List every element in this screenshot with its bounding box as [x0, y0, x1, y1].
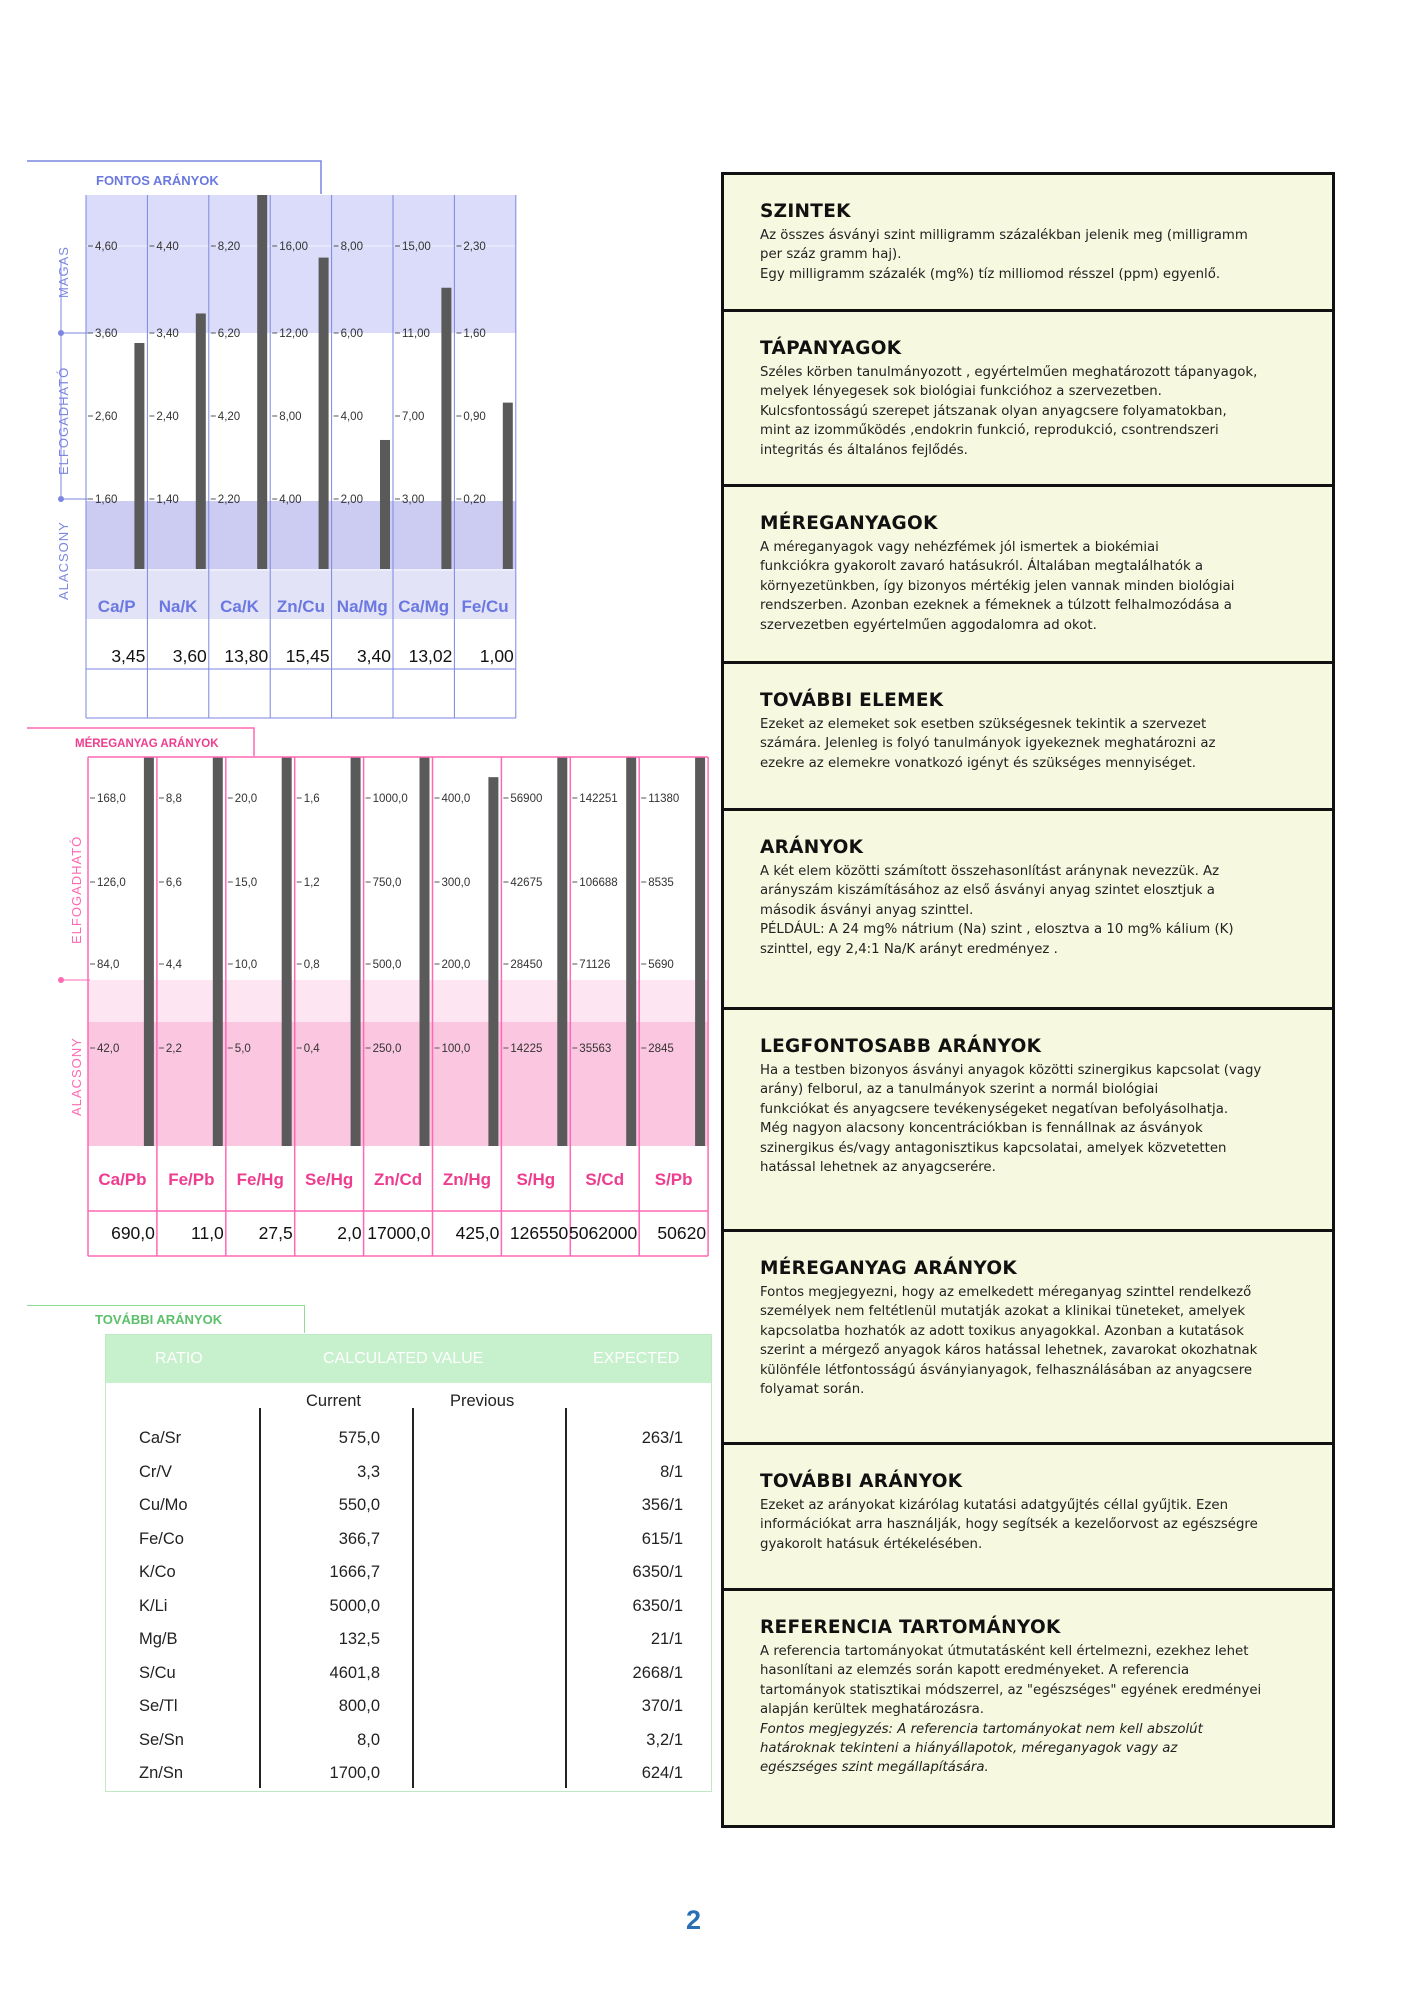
table-row: [106, 1557, 711, 1590]
tick-label: 750,0: [372, 877, 402, 889]
tick-label: 4,00: [279, 494, 302, 506]
column-label: Fe/Pb: [168, 1170, 215, 1189]
column-label: Zn/Cd: [373, 1170, 423, 1189]
cell-current: 132,5: [338, 1630, 380, 1648]
tick-label: 1000,0: [372, 793, 408, 805]
cell-current: 800,0: [338, 1697, 380, 1715]
tick-label: 2,40: [156, 411, 179, 423]
tick-label: 11,00: [402, 328, 430, 340]
info-box-5: [721, 1007, 1335, 1229]
bar-zn-cu: [319, 258, 329, 569]
table-header: [106, 1335, 711, 1383]
mereg-title: MÉREGANYAG ARÁNYOK: [75, 738, 219, 750]
bar-fe-hg: [282, 757, 292, 1146]
cell-ratio: Zn/Sn: [139, 1764, 184, 1782]
tick-label: 3,40: [156, 328, 179, 340]
info-box-3: [721, 661, 1335, 808]
column-value: 11,0: [191, 1223, 224, 1243]
tick-label: 168,0: [97, 793, 126, 805]
cell-ratio: K/Co: [139, 1563, 176, 1581]
table-row: [106, 1624, 711, 1657]
tick-label: 4,00: [340, 411, 363, 423]
tick-label: 42,0: [97, 1043, 120, 1055]
tick-label: 500,0: [372, 959, 402, 971]
subheader-previous: Previous: [450, 1392, 515, 1410]
bar-fe-cu: [503, 403, 513, 569]
cell-ratio: Cr/V: [139, 1462, 172, 1481]
cell-ratio: Mg/B: [139, 1630, 178, 1648]
tick-label: 8,20: [217, 241, 241, 253]
bar-fe-pb: [213, 757, 223, 1146]
info-box-title: MÉREGANYAGOK: [760, 513, 938, 534]
zone-label-alacsony: ALACSONY: [69, 1037, 84, 1116]
column-value: 425,0: [455, 1223, 500, 1243]
bar-na-k: [196, 313, 206, 569]
cell-expected: 3,2/1: [646, 1730, 683, 1749]
column-value: 2,0: [337, 1223, 362, 1243]
cell-current: 5000,0: [329, 1596, 380, 1615]
bar-na-mg: [380, 440, 390, 569]
column-value: 17000,0: [367, 1223, 431, 1243]
tick-label: 8,00: [279, 411, 302, 423]
cell-current: 3,3: [357, 1462, 380, 1481]
info-box-text: Ezeket az elemeket sok esetben szükségesnek tekintik a szervezet számára. Jelenleg is folyó tanulmányok igyekeznek meghatározni az ezekre az elemekre vonatkozó igényt és szükséges mennyiséget.: [760, 717, 1216, 771]
fontos-aranyok-chart: [0, 150, 540, 725]
tick-label: 6,00: [340, 328, 363, 340]
tick-label: 2,60: [95, 411, 118, 423]
tick-label: 6,6: [165, 877, 182, 889]
bar-ca-k: [257, 195, 267, 569]
column-value: 690,0: [111, 1223, 155, 1243]
header-expected: EXPECTED: [593, 1350, 680, 1367]
bar-s-cd: [626, 757, 636, 1146]
bar-s-hg: [557, 757, 567, 1146]
info-box-title: SZINTEK: [760, 201, 851, 222]
tick-label: 400,0: [441, 793, 471, 805]
cell-expected: 370/1: [641, 1697, 683, 1715]
tick-label: 56900: [510, 793, 543, 805]
tick-label: 0,90: [463, 411, 486, 423]
column-label: Na/K: [158, 597, 198, 616]
column-label: Ca/Pb: [98, 1170, 147, 1189]
info-box-text: Ha a testben bizonyos ásványi anyagok közötti szinergikus kapcsolat (vagy arány) felborul, az a tanulmányok szerint a normál biológiai funkciókat és anyagcsere tevékenységeket negatívan befolyásolhatja. Még nagyon alacsony koncentrációkban is fennállnak az ásványok szinergikus és/vagy antagonisztikus kapcsolatai, amelyek közvetetten hatással lehetnek az anyagcserére.: [760, 1063, 1262, 1176]
info-box-text: A két elem közötti számított összehasonlítást aránynak nevezzük. Az arányszám kiszámításához az első ásványi anyag szintet elosztjuk a második ásványi anyag szinttel. PÉLDÁUL: A 24 mg% nátrium (Na) szint , elosztva a 10 mg% kálium (K) szinttel, egy 2,4:1 Na/K arányt eredményez .: [760, 864, 1234, 957]
page-number: 2: [686, 1905, 702, 1935]
column-label: Fe/Cu: [461, 597, 509, 616]
tick-label: 2,2: [165, 1043, 182, 1055]
tick-label: 8,8: [165, 793, 182, 805]
column-label: Ca/Mg: [398, 597, 450, 616]
cell-ratio: Fe/Co: [139, 1529, 184, 1548]
info-box-title: TOVÁBBI ELEMEK: [760, 690, 944, 711]
column-value: 13,02: [408, 646, 453, 666]
column-value: 3,45: [111, 646, 146, 666]
cell-current: 366,7: [338, 1529, 380, 1548]
cell-ratio: Ca/Sr: [139, 1429, 182, 1447]
tick-label: 126,0: [97, 877, 126, 889]
tick-label: 0,4: [303, 1043, 320, 1055]
column-label: Ca/K: [220, 597, 259, 616]
tick-label: 0,20: [463, 494, 486, 506]
column-label: Fe/Hg: [236, 1170, 284, 1189]
info-box-8: [721, 1588, 1335, 1828]
bar-se-hg: [351, 757, 361, 1146]
tick-label: 3,60: [95, 328, 118, 340]
tick-label: 4,4: [165, 959, 182, 971]
table-row: [106, 1490, 711, 1523]
tick-label: 8,00: [340, 241, 363, 253]
subheader-current: Current: [306, 1392, 362, 1410]
tick-label: 4,60: [95, 241, 118, 253]
column-value: 3,40: [356, 646, 391, 666]
info-column: [721, 172, 1335, 1828]
tick-label: 16,00: [279, 241, 308, 253]
tick-label: 300,0: [441, 877, 471, 889]
info-box-text: Széles körben tanulmányozott , egyértelműen meghatározott tápanyagok, melyek lényegesek sok biológiai funkcióhoz a szervezetben. Kulcsfontosságú szerepet játszanak olyan anyagcsere folyamatokban, mint az izomműködés ,endokrin funkció, reprodukció, csontrendszeri integritás és általános fejlődés.: [760, 365, 1258, 458]
tick-label: 15,00: [402, 241, 431, 253]
tick-label: 5690: [648, 959, 674, 971]
cell-expected: 624/1: [641, 1764, 683, 1782]
zone-label-elfogadhato: ELFOGADHATÓ: [56, 366, 71, 475]
cell-current: 8,0: [357, 1730, 380, 1749]
info-box-1: [721, 309, 1335, 484]
column-label: S/Hg: [516, 1170, 556, 1189]
column-label: Zn/Hg: [442, 1170, 492, 1189]
column-value: 15,45: [285, 646, 330, 666]
tick-label: 1,40: [156, 494, 179, 506]
tick-label: 1,60: [463, 328, 486, 340]
tick-label: 3,00: [402, 494, 425, 506]
tick-label: 200,0: [441, 959, 471, 971]
cell-ratio: Se/Sn: [139, 1730, 184, 1749]
info-box-title: REFERENCIA TARTOMÁNYOK: [760, 1617, 1061, 1638]
tick-label: 20,0: [234, 793, 258, 805]
table-row: [106, 1691, 711, 1724]
tick-label: 6,20: [217, 328, 241, 340]
table-row: [106, 1658, 711, 1691]
tick-label: 2,00: [340, 494, 363, 506]
bar-zn-hg: [488, 777, 498, 1146]
tick-label: 8535: [648, 877, 674, 889]
cell-expected: 263/1: [641, 1429, 683, 1447]
table-row: [106, 1457, 711, 1490]
cell-current: 575,0: [338, 1429, 380, 1447]
column-label: S/Cd: [585, 1170, 625, 1189]
column-label: Se/Hg: [305, 1170, 354, 1189]
column-label: Na/Mg: [336, 597, 388, 616]
tick-label: 106688: [579, 877, 618, 889]
info-box-note: Fontos megjegyzés: A referencia tartományokat nem kell abszolút határoknak tekinteni a hiányállapotok, méreganyagok vagy az egészséges szint megállapítására.: [760, 1721, 1203, 1776]
tick-label: 142251: [579, 793, 618, 805]
column-value: 1,00: [479, 646, 514, 666]
info-box-2: [721, 484, 1335, 661]
table-row: [106, 1725, 711, 1758]
tick-label: 4,20: [217, 411, 241, 423]
tick-label: 35563: [579, 1043, 612, 1055]
tovabbi-aranyok-tab: [27, 1305, 305, 1333]
table-row: [106, 1758, 711, 1791]
tick-label: 1,6: [303, 793, 320, 805]
tick-label: 15,0: [234, 877, 258, 889]
tovabbi-aranyok-table: [105, 1334, 712, 1792]
info-box-text: Az összes ásványi szint milligramm százalékban jelenik meg (milligramm per száz gramm haj). Egy milligramm százalék (mg%) tíz milliomod résszel (ppm) egyenlő.: [760, 228, 1248, 282]
cell-expected: 21/1: [650, 1630, 683, 1648]
cell-current: 550,0: [338, 1496, 380, 1514]
tick-label: 12,00: [279, 328, 308, 340]
column-label: S/Pb: [654, 1170, 693, 1189]
tick-label: 100,0: [441, 1043, 471, 1055]
cell-ratio: Cu/Mo: [139, 1496, 188, 1514]
cell-expected: 6350/1: [632, 1563, 683, 1581]
bar-s-pb: [695, 757, 705, 1146]
tick-label: 1,60: [95, 494, 118, 506]
tick-label: 1,2: [303, 877, 320, 889]
tick-label: 4,40: [156, 241, 179, 253]
tick-label: 10,0: [234, 959, 258, 971]
cell-current: 1666,7: [329, 1563, 380, 1581]
cell-ratio: Se/Tl: [139, 1697, 178, 1715]
cell-ratio: S/Cu: [139, 1663, 176, 1682]
info-box-text: A méreganyagok vagy nehézfémek jól ismertek a biokémiai funkciókra gyakorolt zavaró hatásukról. Általában megtalálhatók a környezetünkben, így bizonyos mértékig jelen vannak minden biológiai rendszerben. Azonban ezeknek a fémeknek a túlzott felhalmozódása a szervezetben egyértelműen aggodalomra ad okot.: [760, 540, 1235, 633]
column-value: 27,5: [258, 1223, 293, 1243]
cell-expected: 615/1: [641, 1529, 683, 1548]
table-row: [106, 1591, 711, 1624]
info-box-title: LEGFONTOSABB ARÁNYOK: [760, 1036, 1042, 1057]
info-box-4: [721, 808, 1335, 1007]
fontos-title: FONTOS ARÁNYOK: [96, 173, 219, 188]
column-value: 13,80: [224, 646, 269, 666]
column-label: Zn/Cu: [276, 597, 325, 616]
tick-label: 28450: [510, 959, 543, 971]
header-ratio: RATIO: [155, 1350, 203, 1367]
tick-label: 2,20: [217, 494, 241, 506]
zone-label-magas: MAGAS: [56, 246, 71, 298]
cell-current: 1700,0: [329, 1764, 380, 1782]
table-row: [106, 1524, 711, 1557]
table-row: [106, 1423, 711, 1456]
tick-label: 2845: [648, 1043, 674, 1055]
mereganyag-aranyok-chart: [0, 718, 720, 1310]
tick-label: 42675: [510, 877, 543, 889]
cell-expected: 2668/1: [632, 1663, 683, 1682]
column-value: 126550: [509, 1223, 569, 1243]
column-value: 50620: [657, 1223, 707, 1243]
cell-expected: 6350/1: [632, 1596, 683, 1615]
tick-label: 250,0: [372, 1043, 402, 1055]
tick-label: 71126: [579, 959, 611, 971]
tick-label: 0,8: [303, 959, 320, 971]
tovabbi-title: TOVÁBBI ARÁNYOK: [95, 1312, 223, 1327]
header-calculated: CALCULATED VALUE: [323, 1350, 484, 1367]
bar-ca-pb: [144, 757, 154, 1146]
tick-label: 84,0: [97, 959, 120, 971]
column-value: 3,60: [172, 646, 207, 666]
tick-label: 5,0: [234, 1043, 251, 1055]
column-label: Ca/P: [97, 597, 136, 616]
info-box-0: [721, 172, 1335, 309]
column-value: 5062000: [569, 1223, 638, 1243]
cell-expected: 8/1: [660, 1462, 683, 1481]
info-box-text: A referencia tartományokat útmutatásként kell értelmezni, ezekhez lehet hasonlítani az elemzés során kapott eredményeket. A referencia tartományok statisztikai módszerrel, az "egészséges" egyének eredményei alapján kerültek meghatározásra.: [760, 1644, 1262, 1718]
info-box-title: TOVÁBBI ARÁNYOK: [760, 1471, 963, 1492]
bar-ca-mg: [441, 288, 451, 569]
cell-current: 4601,8: [329, 1663, 380, 1682]
info-box-title: ARÁNYOK: [760, 837, 864, 858]
cell-expected: 356/1: [641, 1496, 683, 1514]
bar-ca-p: [134, 343, 144, 569]
zone-label-alacsony: ALACSONY: [56, 521, 71, 600]
info-box-text: Ezeket az arányokat kizárólag kutatási adatgyűjtés céllal gyűjtik. Ezen információkat arra használják, hogy segítsék a kezelőorvost az egészségre gyakorolt hatásuk értékelésében.: [760, 1498, 1258, 1552]
bar-zn-cd: [420, 757, 430, 1146]
tick-label: 14225: [510, 1043, 543, 1055]
tick-label: 7,00: [402, 411, 425, 423]
info-box-title: TÁPANYAGOK: [760, 338, 902, 359]
info-box-text: Fontos megjegyezni, hogy az emelkedett méreganyag szinttel rendelkező személyek nem feltétlenül mutatják azokat a klinikai tüneteket, amelyek kapcsolatba hozhatók az adott toxikus anyagokkal. Azonban a kutatások szerint a mérgező anyagok káros hatással lehetnek, zavarokat okozhatnak különféle létfontosságú ásványianyagok, felhasználásában az anyagcsere folyamat során.: [760, 1285, 1258, 1398]
info-box-6: [721, 1229, 1335, 1442]
info-box-7: [721, 1442, 1335, 1588]
zone-label-elfogadhato: ELFOGADHATÓ: [69, 835, 84, 944]
tick-label: 11380: [648, 793, 680, 805]
cell-ratio: K/Li: [139, 1596, 168, 1615]
tick-label: 2,30: [463, 241, 486, 253]
info-box-title: MÉREGANYAG ARÁNYOK: [760, 1258, 1018, 1279]
